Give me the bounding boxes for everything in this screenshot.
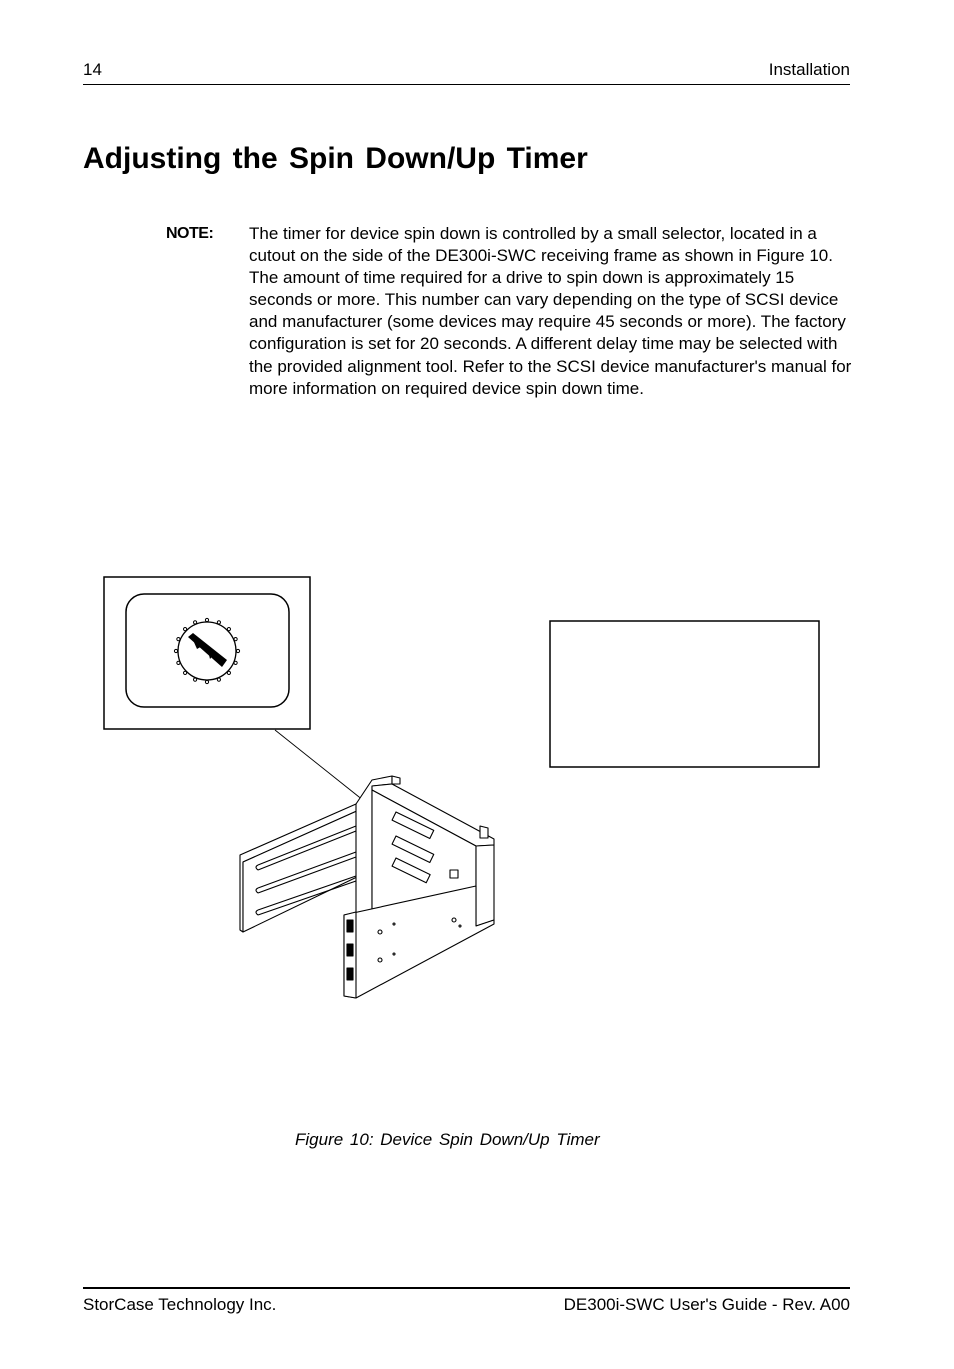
dial-tick [174,649,177,652]
header-rule [83,84,850,85]
dial-tick [234,661,237,664]
dial-tick [194,678,197,681]
dial-tick [217,678,220,681]
page-title: Adjusting the Spin Down/Up Timer [83,142,588,175]
section-title: Installation [768,60,850,79]
callout-box [550,621,819,767]
dial-tick [227,628,230,631]
receiving-frame-drawing [240,776,494,998]
figure-caption: Figure 10: Device Spin Down/Up Timer [295,1130,600,1149]
footer-company: StorCase Technology Inc. [83,1295,277,1314]
dial-tick [177,638,180,641]
dial-tick [184,628,187,631]
dial-tick [184,671,187,674]
footer-document: DE300i-SWC User's Guide - Rev. A00 [563,1295,850,1314]
dial-tick [234,638,237,641]
note-text: The timer for device spin down is controlled by a small selector, located in a cutout on the side of the DE300i-SWC receiving frame as shown in Figure 10. The amount of time required for a drive to spin down is approximately 15 seconds or more. This number can vary depending on the type of SCSI device and manufacturer (some devices may require 45 seconds or more). The factory configuration is set for 20 seconds. A different delay time may be selected with the provided alignment tool. Refer to the SCSI device manufacturer's manual for more information on required device spin down time. [249,224,852,398]
dial-tick [236,649,239,652]
dial-tick [227,671,230,674]
footer-rule [83,1287,850,1289]
page-number: 14 [83,60,102,79]
figure-illustration [0,560,954,1020]
dial-tick [194,621,197,624]
dial-tick [177,661,180,664]
dial-tick [217,621,220,624]
dial-tick [205,680,208,683]
note-label: NOTE: [166,225,214,242]
dial-tick [205,618,208,621]
